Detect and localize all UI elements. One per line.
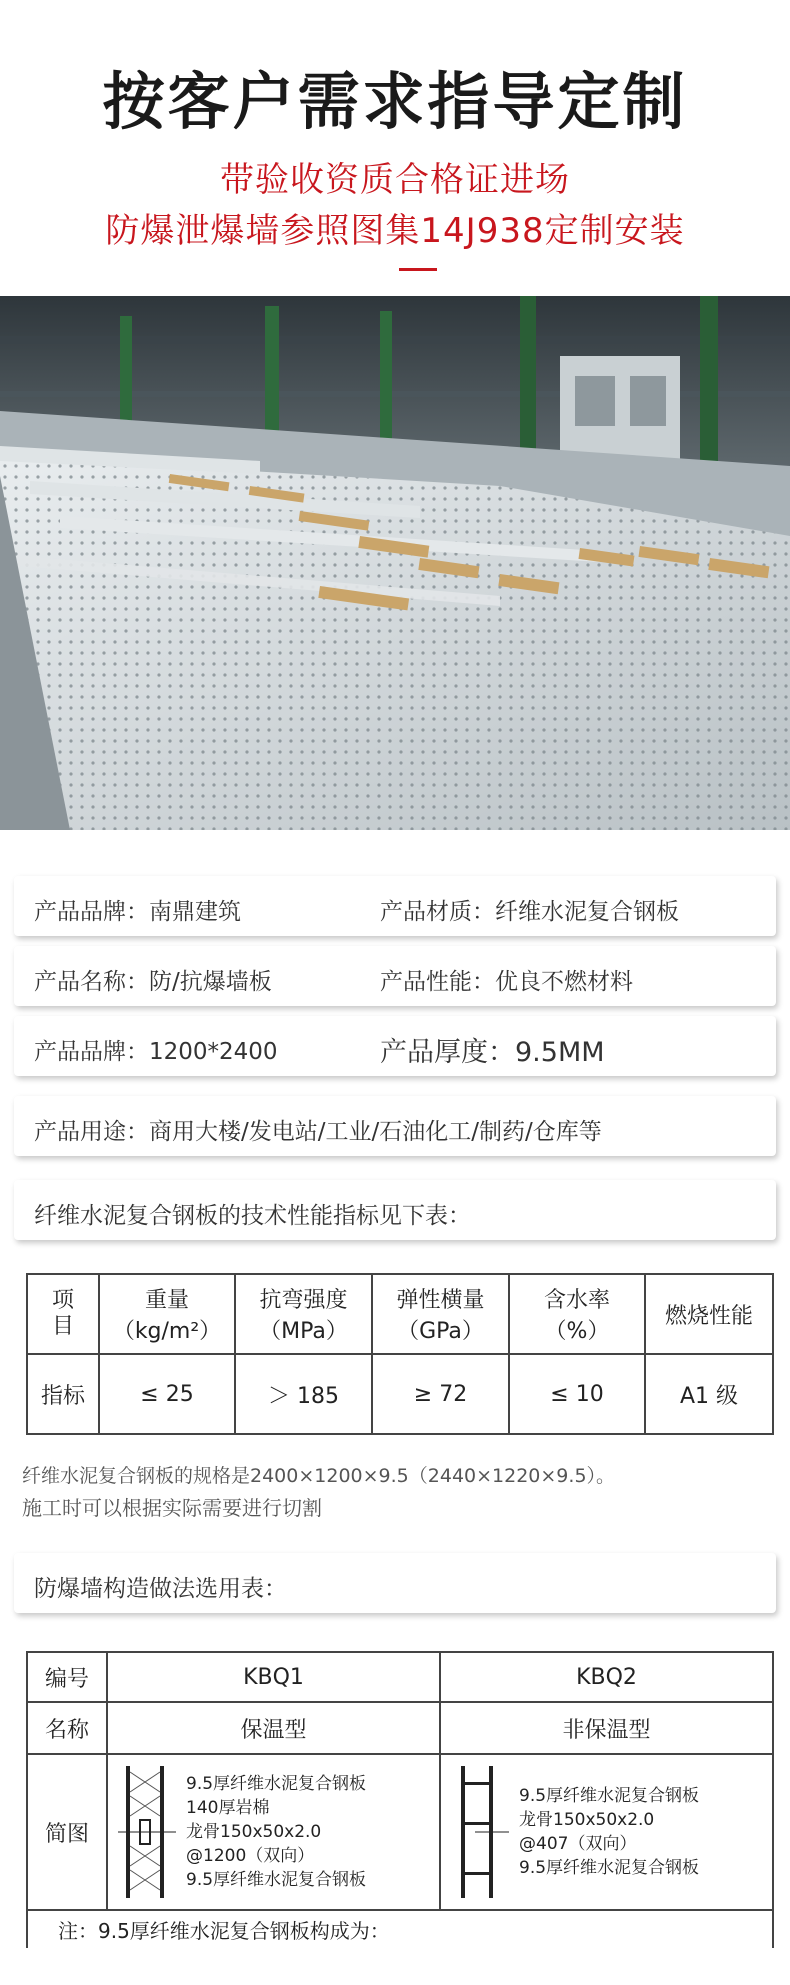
tech-value-fire: A1 级 bbox=[645, 1354, 773, 1434]
tech-value-moisture: ≤ 10 bbox=[509, 1354, 645, 1434]
tech-performance-table bbox=[26, 1273, 774, 1435]
spec-card-size-thickness bbox=[14, 1016, 776, 1076]
spec-card-usage bbox=[14, 1096, 776, 1156]
subtitle-installation: 防爆泄爆墙参照图集14J938定制安装 bbox=[105, 211, 685, 251]
tech-value-weight: ≤ 25 bbox=[99, 1354, 235, 1434]
spec-material: 产品材质：纤维水泥复合钢板 bbox=[380, 899, 679, 925]
kbq2-layer-1: 9.5厚纤维水泥复合钢板 bbox=[519, 1786, 700, 1806]
kbq1-layer-1: 9.5厚纤维水泥复合钢板 bbox=[186, 1774, 367, 1794]
row-name-label: 名称 bbox=[27, 1702, 107, 1754]
kbq2-layer-4: 9.5厚纤维水泥复合钢板 bbox=[519, 1858, 700, 1878]
spec-performance: 产品性能：优良不燃材料 bbox=[380, 969, 633, 995]
spec-usage: 产品用途：商用大楼/发电站/工业/石油化工/制药/仓库等 bbox=[34, 1119, 602, 1145]
red-divider bbox=[399, 268, 437, 271]
kbq1-layer-5: 9.5厚纤维水泥复合钢板 bbox=[186, 1870, 367, 1890]
tech-index-label: 指标 bbox=[27, 1354, 99, 1434]
kbq2-diagram bbox=[440, 1754, 773, 1910]
kbq2-name: 非保温型 bbox=[440, 1702, 773, 1754]
tech-col-weight-name: 重量 bbox=[144, 1288, 189, 1313]
tech-col-fire bbox=[645, 1274, 773, 1354]
spec-size: 产品品牌：1200*2400 bbox=[34, 1039, 278, 1065]
spec-note bbox=[22, 1460, 782, 1524]
tech-col-moisture bbox=[509, 1274, 645, 1354]
tech-value-elastic: ≥ 72 bbox=[372, 1354, 509, 1434]
tech-col-moisture-name: 含水率 bbox=[543, 1288, 610, 1313]
kbq1-layer-4: @1200（双向） bbox=[186, 1846, 315, 1866]
construction-note: 注：9.5厚纤维水泥复合钢板构成为： bbox=[27, 1910, 773, 1948]
kbq1-layer-2: 140厚岩棉 bbox=[186, 1798, 270, 1818]
kbq1-code: KBQ1 bbox=[107, 1652, 440, 1702]
tech-heading: 纤维水泥复合钢板的技术性能指标见下表： bbox=[34, 1203, 471, 1229]
kbq2-layer-3: @407（双向） bbox=[519, 1834, 637, 1854]
tech-col-moisture-unit: （%） bbox=[544, 1319, 610, 1344]
tech-value-flexural: ＞ 185 bbox=[235, 1354, 372, 1434]
construction-heading: 防爆墙构造做法选用表： bbox=[34, 1576, 287, 1602]
tech-col-elastic bbox=[372, 1274, 509, 1354]
construction-heading-card bbox=[14, 1553, 776, 1613]
factory-photo bbox=[0, 296, 790, 830]
tech-col-weight bbox=[99, 1274, 235, 1354]
spec-card-tech-heading bbox=[14, 1180, 776, 1240]
kbq1-diagram bbox=[107, 1754, 440, 1910]
tech-item-label: 项目 bbox=[27, 1274, 99, 1354]
tech-col-weight-unit: （kg/m²） bbox=[112, 1319, 222, 1344]
tech-col-flexural-unit: （MPa） bbox=[259, 1319, 348, 1344]
kbq2-layer-2: 龙骨150x50x2.0 bbox=[519, 1810, 655, 1830]
tech-col-flexural bbox=[235, 1274, 372, 1354]
kbq1-section-diagram bbox=[116, 1762, 178, 1902]
spec-brand: 产品品牌：南鼎建筑 bbox=[34, 899, 241, 925]
tech-col-fire-name: 燃烧性能 bbox=[664, 1303, 753, 1329]
kbq2-code: KBQ2 bbox=[440, 1652, 773, 1702]
spec-thickness: 产品厚度：9.5MM bbox=[380, 1037, 605, 1068]
kbq1-layer-3: 龙骨150x50x2.0 bbox=[186, 1822, 322, 1842]
row-code-label: 编号 bbox=[27, 1652, 107, 1702]
tech-col-flexural-name: 抗弯强度 bbox=[259, 1288, 348, 1313]
row-diagram-label: 简图 bbox=[27, 1754, 107, 1910]
tech-col-elastic-name: 弹性横量 bbox=[396, 1288, 485, 1313]
tech-col-elastic-unit: （GPa） bbox=[397, 1319, 484, 1344]
kbq2-section-diagram bbox=[449, 1762, 511, 1902]
factory-photo-illustration bbox=[0, 296, 790, 830]
subtitle-certification: 带验收资质合格证进场 bbox=[220, 160, 570, 200]
construction-table bbox=[26, 1651, 774, 1948]
page-title: 按客户需求指导定制 bbox=[102, 65, 688, 138]
kbq1-name: 保温型 bbox=[107, 1702, 440, 1754]
spec-name: 产品名称：防/抗爆墙板 bbox=[34, 969, 272, 995]
spec-note-line2: 施工时可以根据实际需要进行切割 bbox=[22, 1496, 322, 1520]
spec-card-name-performance bbox=[14, 946, 776, 1006]
spec-note-line1: 纤维水泥复合钢板的规格是2400×1200×9.5（2440×1220×9.5）。 bbox=[22, 1465, 616, 1487]
spec-card-brand-material bbox=[14, 876, 776, 936]
